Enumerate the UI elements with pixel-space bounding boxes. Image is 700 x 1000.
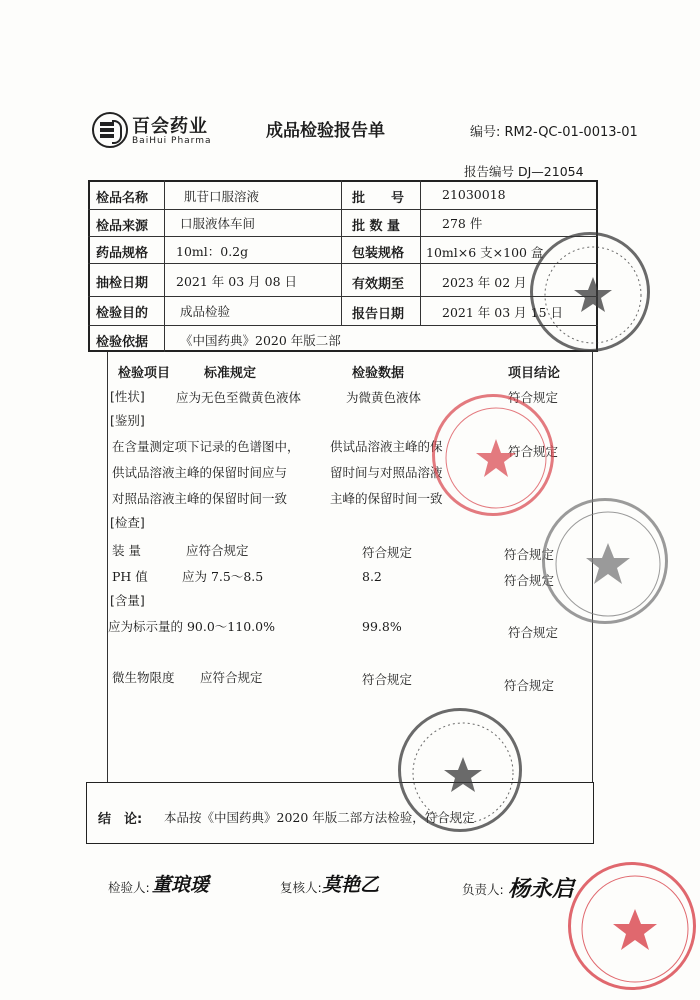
label-product-name: 检品名称	[96, 191, 149, 206]
reviewer-label: 复核人:	[280, 880, 322, 895]
qa-seal-bottom-graphic	[571, 865, 699, 993]
inspector-label: 检验人:	[108, 880, 150, 895]
label-batch-quantity: 批 数 量	[352, 219, 401, 234]
value-expiry: 2023 年 02 月	[442, 275, 527, 290]
assay-data: 99.8%	[362, 619, 402, 634]
company-logo	[92, 106, 272, 156]
value-source: 口服液体车间	[180, 216, 256, 231]
label-source: 检品来源	[96, 219, 149, 234]
value-basis: 《中国药典》2020 年版二部	[180, 333, 341, 348]
fill-volume-item: 装 量	[112, 543, 141, 558]
value-specification: 10ml：0.2g	[176, 244, 249, 259]
manager-signature: 杨永启	[508, 876, 575, 902]
appearance-data: 为微黄色液体	[346, 390, 422, 405]
value-product-name: 肌苷口服溶液	[184, 189, 260, 204]
qa-seal-graphic	[435, 397, 557, 519]
manager-label: 负责人:	[462, 882, 504, 897]
header-standard: 标准规定	[204, 366, 257, 381]
identification-data-line: 供试品溶液主峰的保	[330, 439, 443, 454]
identification-data-line: 主峰的保留时间一致	[330, 491, 443, 506]
fill-volume-standard: 应符合规定	[186, 543, 249, 558]
value-report-date: 2021 年 03 月 15 日	[442, 305, 563, 320]
logo-mark-icon	[92, 112, 128, 148]
section-appearance: [性状]	[110, 389, 145, 404]
identification-standard-line: 供试品溶液主峰的保留时间应与	[112, 465, 288, 480]
label-report-date: 报告日期	[352, 307, 405, 322]
label-basis: 检验依据	[96, 335, 149, 350]
inspector-signature: 董琅瑗	[152, 874, 210, 896]
fill-volume-conclusion: 符合规定	[504, 547, 555, 562]
ph-conclusion: 符合规定	[504, 573, 555, 588]
value-sampling-date: 2021 年 03 月 08 日	[176, 274, 297, 289]
value-purpose: 成品检验	[180, 304, 231, 319]
qa-seal-gray-stamp-icon	[542, 498, 668, 624]
label-batch-no: 批 号	[352, 191, 405, 206]
header-test-data: 检验数据	[352, 366, 405, 381]
report-number: 报告编号 DJ—21054	[464, 164, 584, 179]
value-batch-quantity: 278 件	[442, 216, 483, 231]
microbial-standard: 应符合规定	[200, 670, 263, 685]
header-conclusion: 项目结论	[508, 366, 561, 381]
identification-standard-line: 对照品溶液主峰的保留时间一致	[112, 491, 288, 506]
section-inspection: [检查]	[110, 515, 145, 530]
appearance-standard: 应为无色至微黄色液体	[176, 390, 302, 405]
appearance-conclusion: 符合规定	[508, 390, 559, 405]
qa-seal-stamp-icon	[432, 394, 554, 516]
section-identification: [鉴别]	[110, 413, 145, 428]
label-sampling-date: 抽检日期	[96, 276, 149, 291]
ph-data: 8.2	[362, 569, 382, 584]
microbial-data: 符合规定	[362, 672, 413, 687]
label-expiry: 有效期至	[352, 277, 405, 292]
fill-volume-data: 符合规定	[362, 545, 413, 560]
conclusion-text: 本品按《中国药典》2020 年版二部方法检验，符合规定	[164, 810, 475, 825]
document-code: 编号: RM2-QC-01-0013-01	[470, 125, 638, 140]
qa-seal-gray-graphic	[545, 501, 671, 627]
group-seal-stamp-icon	[398, 708, 522, 832]
logo-name-cn: 百会药业	[132, 116, 208, 137]
identification-conclusion: 符合规定	[508, 444, 559, 459]
identification-data-line: 留时间与对照品溶液	[330, 465, 443, 480]
qc-seal-stamp-icon	[530, 232, 650, 352]
assay-standard: 应为标示量的 90.0～110.0%	[108, 619, 275, 634]
identification-standard-line: 在含量测定项下记录的色谱图中，	[112, 439, 300, 454]
label-packaging: 包装规格	[352, 246, 405, 261]
group-seal-graphic	[401, 711, 525, 835]
value-packaging: 10ml×6 支×100 盒	[426, 245, 544, 260]
microbial-item: 微生物限度	[112, 670, 175, 685]
document-title: 成品检验报告单	[266, 121, 385, 141]
reviewer-signature: 莫艳乙	[322, 874, 380, 896]
ph-standard: 应为 7.5～8.5	[182, 569, 264, 584]
label-specification: 药品规格	[96, 246, 149, 261]
value-batch-no: 21030018	[442, 187, 506, 202]
section-assay: [含量]	[110, 593, 145, 608]
qc-seal-graphic	[533, 235, 653, 355]
label-purpose: 检验目的	[96, 306, 149, 321]
header-test-item: 检验项目	[118, 366, 171, 381]
ph-item: PH 值	[112, 569, 148, 584]
logo-name-en: BaiHui Pharma	[132, 136, 212, 146]
microbial-conclusion: 符合规定	[504, 678, 555, 693]
assay-conclusion: 符合规定	[508, 625, 559, 640]
qa-seal-bottom-stamp-icon	[568, 862, 696, 990]
conclusion-label: 结 论:	[98, 812, 143, 827]
